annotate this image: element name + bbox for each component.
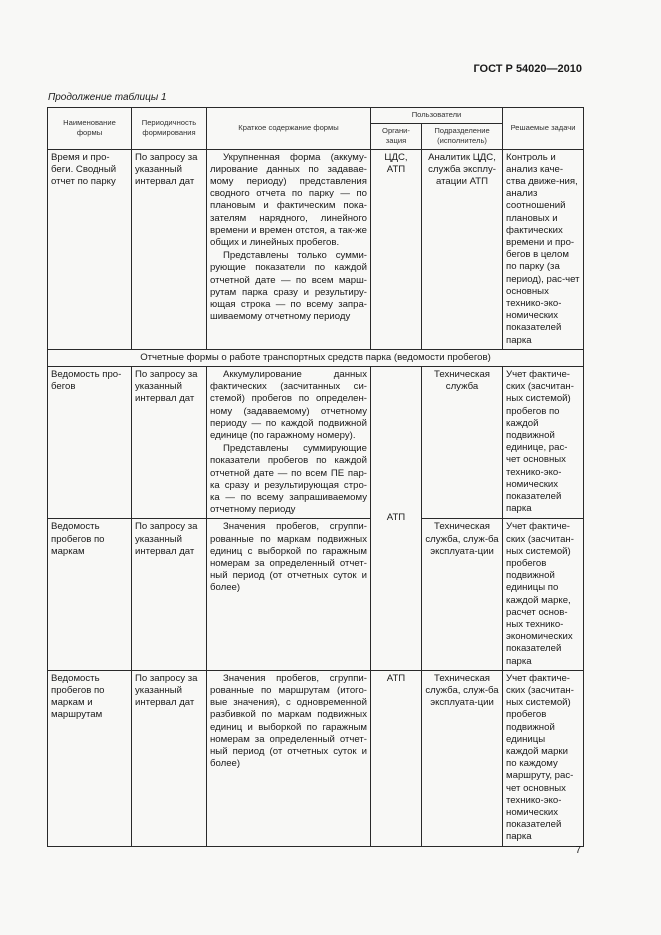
org-cell: ЦДС, АТП: [371, 149, 422, 349]
tasks-cell: Контроль и анализ каче-ства движе-ния, анализ соотношений плановых и фактических времени и про-бегов в целом по парку (за период), рас-чет основных технико-эко-номических показателей парка: [503, 149, 584, 349]
period-cell: По запросу за указанный интервал дат: [132, 149, 207, 349]
dept-cell: Аналитик ЦДС, служба эксплу-атации АТП: [422, 149, 503, 349]
page-number: 7: [575, 845, 581, 856]
form-name-cell: Ведомость пробегов по маркам и маршрутам: [48, 670, 132, 846]
content-paragraph: Аккумулирование данных фактических (засчитанных си-стемой) пробегов по определен-ному (задаваемому) отчетному периоду — по каждой подвижной единице (по гаражному номеру).: [210, 368, 367, 441]
content-paragraph: Укрупненная форма (аккуму-лирование данных по задавае-мому периоду) представления сводного отчета по парку — по плановым и фактическим пока-зателям нарядного, линейного времени и времен отстоя, а так-же общих и линейных пробегов.: [210, 151, 367, 248]
dept-cell: Техническая служба, служ-ба эксплуата-ции: [422, 670, 503, 846]
table-row: [48, 366, 584, 518]
header-form-name: Наименование формы: [48, 108, 132, 150]
standard-code: ГОСТ Р 54020—2010: [473, 63, 582, 75]
tasks-cell: Учет фактиче-ских (засчитан-ных системой) пробегов по каждой подвижной единице, рас-чет основных технико-эко-номических показателей парка: [503, 366, 584, 518]
dept-cell: Техническая служба, служ-ба эксплуата-ции: [422, 519, 503, 670]
section-title: Отчетные формы о работе транспортных средств парка (ведомости пробегов): [48, 349, 584, 366]
form-name-cell: Ведомость про-бегов: [48, 366, 132, 518]
form-name-cell: Время и про-беги. Сводный отчет по парку: [48, 149, 132, 349]
header-row: [48, 108, 584, 124]
table-row: [48, 149, 584, 349]
header-tasks: Решаемые задачи: [503, 108, 584, 150]
content-cell: [207, 149, 371, 349]
org-cell: АТП: [371, 670, 422, 846]
content-cell: [207, 519, 371, 670]
org-cell-merged: АТП: [371, 366, 422, 670]
dept-cell: Техническая служба: [422, 366, 503, 518]
period-cell: По запросу за указанный интервал дат: [132, 670, 207, 846]
content-paragraph: Значения пробегов, сгруппи-рованные по маркам подвижных единиц с выборкой по гаражным номерам за определенный отчет-ный период (от отчетных суток и более): [210, 521, 367, 594]
table-row: [48, 519, 584, 670]
content-paragraph: Значения пробегов, сгруппи-рованные по маршрутам (итого-вые значения), с одновременной разбивкой по маркам подвижных единиц и выборкой по гаражным номерам за определенный отчет-ный период (от отчетных суток и более): [210, 672, 367, 770]
header-org: Органи-зация: [371, 123, 422, 149]
content-cell: [207, 670, 371, 846]
header-dept: Подразделение (исполнитель): [422, 123, 503, 149]
period-cell: По запросу за указанный интервал дат: [132, 519, 207, 670]
content-cell: [207, 366, 371, 518]
forms-table: [47, 107, 584, 847]
form-name-cell: Ведомость пробегов по маркам: [48, 519, 132, 670]
tasks-cell: Учет фактиче-ских (засчитан-ных системой) пробегов подвижной единицы по каждой марке, расчет основ-ных технико-экономических показателей парка: [503, 519, 584, 670]
header-period: Периодичность формирования: [132, 108, 207, 150]
content-paragraph: Представлены только сумми-рующие показатели по каждой отчетной дате — по всем марш-рутам парка сразу и результиру-ющая строка — по всему запра-шиваемому отчетному периоду: [210, 250, 367, 323]
header-users: Пользователи: [371, 108, 503, 124]
content-paragraph: Представлены суммирующие показатели пробегов по каждой отчетной дате — по всем ПЕ пар-ка сразу и результирующая стро-ка — по всему запрашиваемому отчетному периоду: [210, 443, 367, 516]
table-row: [48, 670, 584, 846]
section-row: [48, 349, 584, 366]
table-caption: Продолжение таблицы 1: [48, 92, 167, 103]
tasks-cell: Учет фактиче-ских (засчитан-ных системой) пробегов подвижной единицы каждой марки по каждому маршруту, рас-чет основных технико-эко-номических показателей парка: [503, 670, 584, 846]
header-content: Краткое содержание формы: [207, 108, 371, 150]
period-cell: По запросу за указанный интервал дат: [132, 366, 207, 518]
